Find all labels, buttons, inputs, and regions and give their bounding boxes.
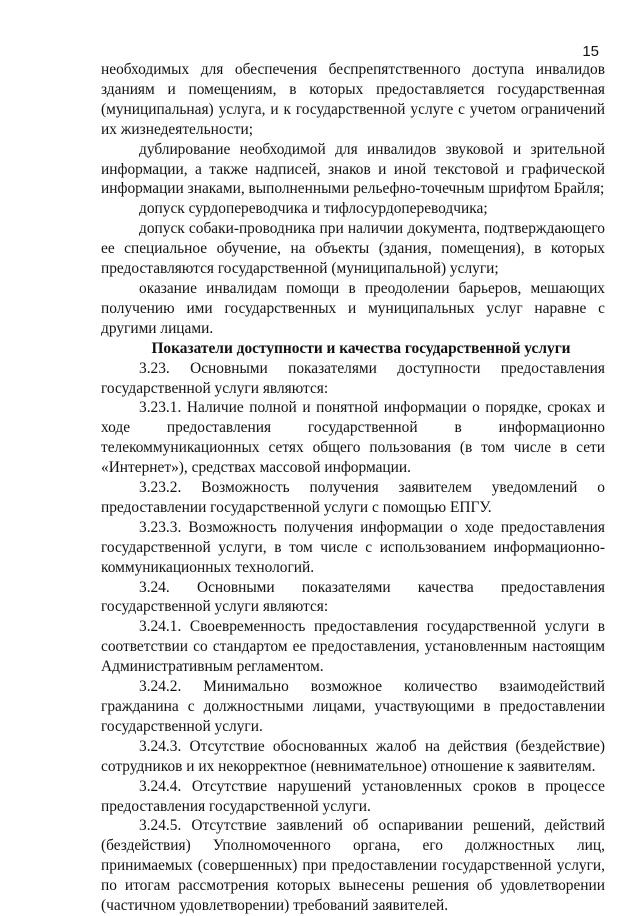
list-item: 3.24.5. Отсутствие заявлений об оспаривании решений, действий (бездействия) Уполномоченного органа, его должностных лиц, принимаемых (совершенных) при предоставлении государственной услуги, по итогам рассмотрения которых вынесены решения об удовлетворении (частичном удовлетворении) требований заявителей. xyxy=(101,817,605,915)
document-body xyxy=(101,60,605,916)
list-item: 3.23.3. Возможность получения информации о ходе предоставления государственной услуги, в том числе с использованием информационно-коммуникационных технологий. xyxy=(101,518,605,576)
list-item: 3.24.1. Своевременность предоставления государственной услуги в соответствии со стандартом ее предоставления, установленным настоящим Административным регламентом. xyxy=(101,618,605,676)
list-item: 3.24. Основными показателями качества предоставления государственной услуги являются: xyxy=(101,578,605,616)
page-number: 15 xyxy=(582,43,599,60)
section-heading: Показатели доступности и качества государственной услуги xyxy=(151,339,571,357)
paragraph: допуск сурдопереводчика и тифлосурдопереводчика; xyxy=(139,200,488,218)
list-item: 3.24.4. Отсутствие нарушений установленных сроков в процессе предоставления государственной услуги. xyxy=(101,777,605,815)
paragraph: необходимых для обеспечения беспрепятственного доступа инвалидов зданиям и помещениям, в которых предоставляется государственная (муниципальная) услуга, и к государственной услуге с учетом ограничений их жизнедеятельности; xyxy=(101,61,605,138)
list-item: 3.23.2. Возможность получения заявителем уведомлений о предоставлении государственной услуги с помощью ЕПГУ. xyxy=(101,479,605,516)
list-item: 3.24.2. Минимально возможное количество взаимодействий гражданина с должностными лицами, участвующими в предоставлении государственной услуги. xyxy=(101,678,605,735)
paragraph: оказание инвалидам помощи в преодолении барьеров, мешающих получению ими государственных и муниципальных услуг наравне с другими лицами. xyxy=(101,279,605,337)
paragraph: допуск собаки-проводника при наличии документа, подтверждающего ее специальное обучение, на объекты (здания, помещения), в которых предоставляются государственной (муниципальной) услуги; xyxy=(101,220,605,278)
list-item: 3.23. Основными показателями доступности предоставления государственной услуги являются: xyxy=(101,359,605,397)
list-item: 3.24.3. Отсутствие обоснованных жалоб на действия (бездействие) сотрудников и их некорректное (невнимательное) отношение к заявителям. xyxy=(101,737,605,775)
paragraph: дублирование необходимой для инвалидов звуковой и зрительной информации, а также надписей, знаков и иной текстовой и графической информации знаками, выполненными рельефно-точечным шрифтом Брайля; xyxy=(101,140,605,198)
list-item: 3.23.1. Наличие полной и понятной информации о порядке, сроках и ходе предоставления государственной в информационно телекоммуникационных сетях общего пользования (в том числе в сети «Интернет»), средствах массовой информации. xyxy=(101,399,605,477)
